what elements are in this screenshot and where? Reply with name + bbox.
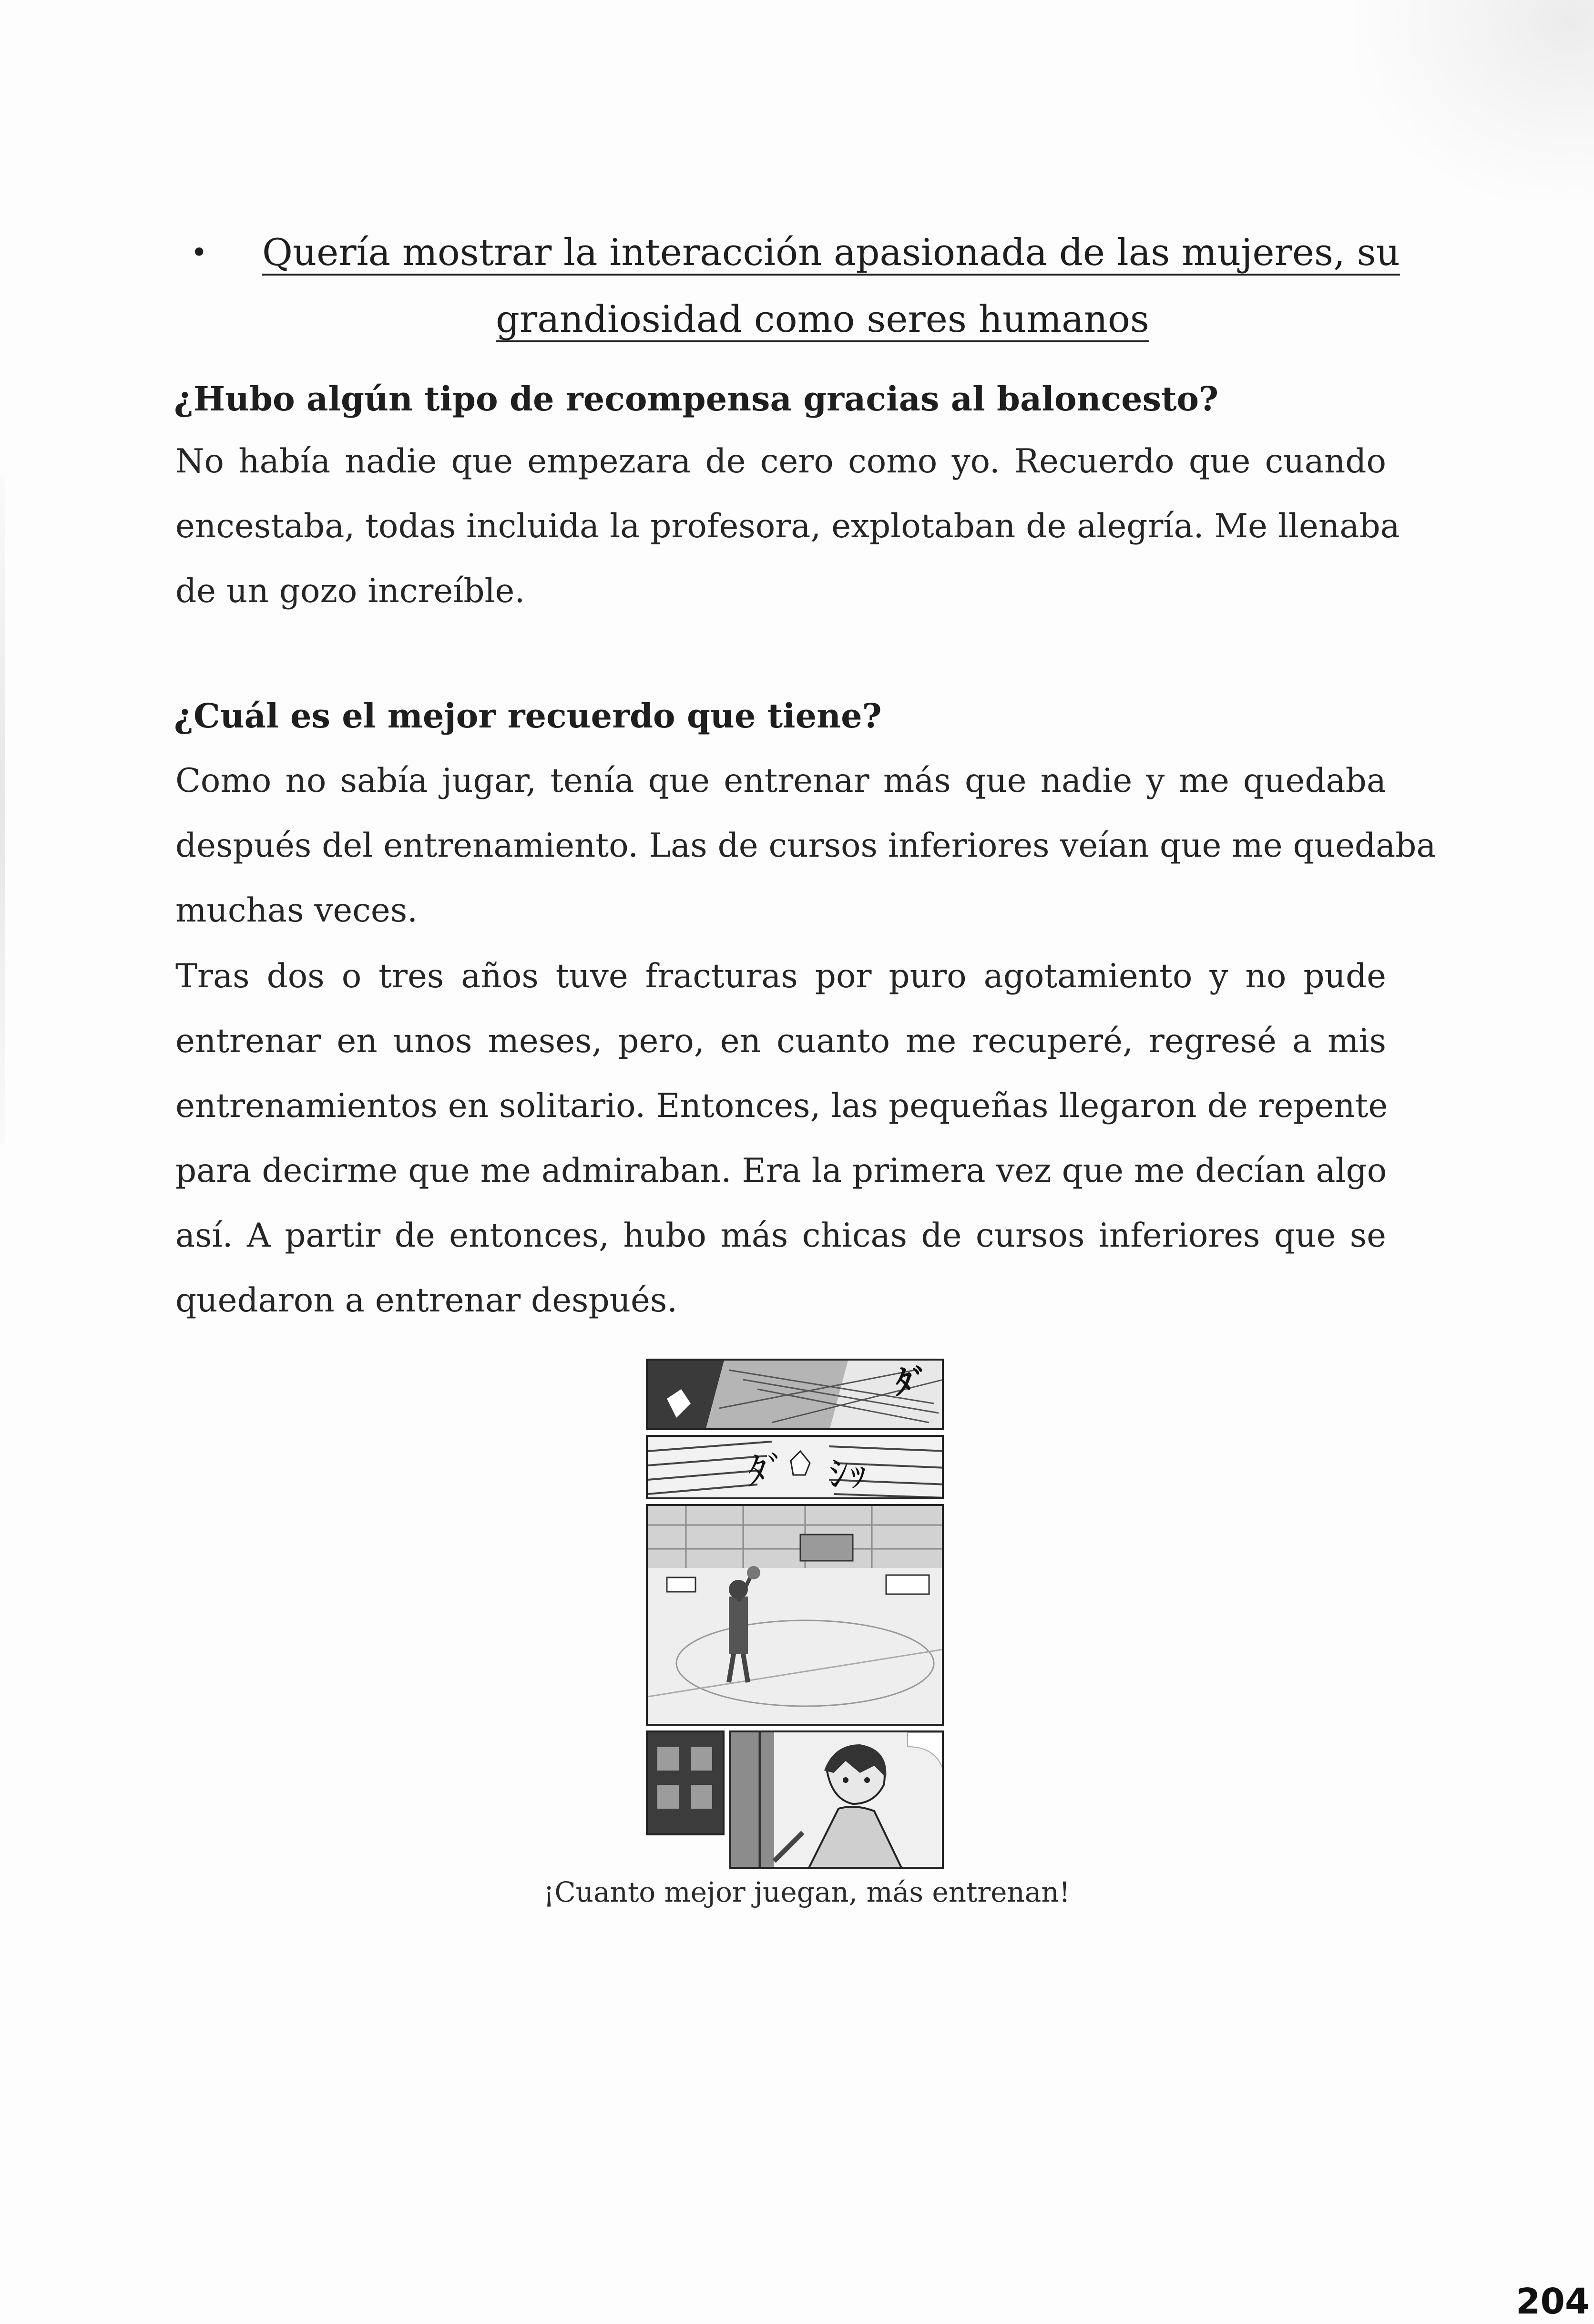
question-reward: ¿Hubo algún tipo de recompensa gracias al baloncesto?	[174, 379, 1219, 419]
text-line: muchas veces.	[175, 891, 418, 930]
text-line: así. A partir de entonces, hubo más chicas de cursos inferiores que se	[175, 1217, 1386, 1255]
building-drawing	[648, 1732, 725, 1835]
text-line: Tras dos o tres años tuve fracturas por puro agotamiento y no pude	[175, 957, 1386, 995]
text-line: encestaba, todas incluida la profesora, explotaban de alegría. Me llenaba	[175, 507, 1400, 545]
gym-scene-drawing	[648, 1506, 944, 1726]
text-line: entrenar en unos meses, pero, en cuanto me recuperé, regresé a mis	[175, 1022, 1386, 1060]
text-line: entrenamientos en solitario. Entonces, las pequeñas llegaron de repente	[175, 1087, 1388, 1125]
manga-panel-sfx	[646, 1435, 944, 1499]
text-line: No había nadie que empezara de cero como yo. Recuerdo que cuando	[175, 442, 1386, 481]
svg-text:ﾀﾞ: ﾀﾞ	[748, 1449, 786, 1494]
answer-best-memory-p2	[175, 944, 1386, 1333]
text-line: después del entrenamiento. Las de cursos inferiores veían que me quedaba	[175, 827, 1436, 865]
text-line: Como no sabía jugar, tenía que entrenar más que nadie y me quedaba	[175, 762, 1386, 800]
text-line: para decirme que me admiraban. Era la primera vez que me decían algo	[175, 1152, 1387, 1190]
bullet-point: •	[191, 236, 208, 269]
manga-panel-gym	[646, 1504, 944, 1726]
manga-panel-character	[729, 1730, 944, 1869]
scan-smudge	[1356, 0, 1594, 200]
heading-line-1: Quería mostrar la interacción apasionada de las mujeres, su	[262, 231, 1400, 274]
manga-panel-building	[646, 1730, 725, 1835]
manga-illustration	[646, 1359, 944, 1869]
character-drawing	[731, 1732, 944, 1869]
question-best-memory: ¿Cuál es el mejor recuerdo que tiene?	[174, 696, 882, 736]
speed-lines-drawing	[648, 1437, 944, 1499]
scan-edge-mark	[0, 477, 5, 1144]
answer-reward	[175, 429, 1400, 624]
action-burst-drawing	[648, 1361, 944, 1430]
text-line: quedaron a entrenar después.	[175, 1281, 678, 1320]
text-line: de un gozo increíble.	[175, 572, 525, 610]
figure-caption: ¡Cuanto mejor juegan, más entrenan!	[543, 1876, 1071, 1908]
answer-best-memory-p1	[175, 748, 1436, 943]
svg-text:ｼｯ: ｼｯ	[829, 1452, 867, 1496]
manga-panel-action	[646, 1359, 944, 1430]
heading-line-2: grandiosidad como seres humanos	[496, 298, 1149, 341]
svg-text:ﾀﾞ: ﾀﾞ	[896, 1363, 929, 1402]
page-number: 204	[1516, 2281, 1590, 2322]
